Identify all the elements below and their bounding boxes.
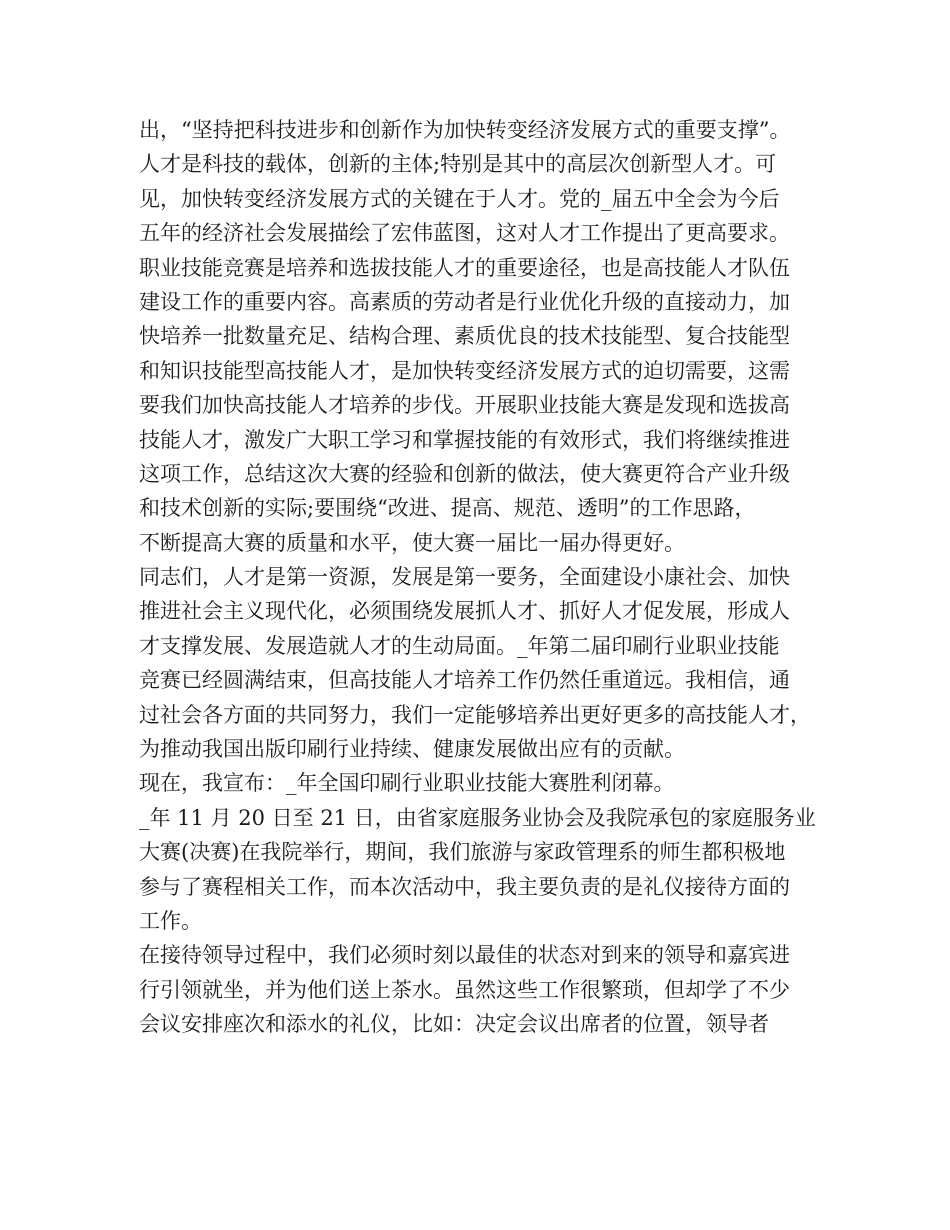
text-line: 才支撑发展、发展造就人才的生动局面。_年第二届印刷行业职业技能 (139, 633, 780, 658)
text-line: 建设工作的重要内容。高素质的劳动者是行业优化升级的直接动力，加 (139, 289, 790, 314)
text-line: 出，“坚持把科技进步和创新作为加快转变经济发展方式的重要支撑”。 (139, 118, 791, 142)
text-line: 推进社会主义现代化，必须围绕发展抓人才、抓好人才促发展，形成人 (139, 599, 790, 624)
text-line: 人才是科技的载体，创新的主体;特别是其中的高层次创新型人才。可 (139, 152, 777, 177)
text-line: 不断提高大赛的质量和水平，使大赛一届比一届办得更好。 (139, 530, 685, 555)
text-line: 大赛(决赛)在我院举行，期间，我们旅游与家政管理系的师生都积极地 (139, 840, 786, 865)
text-line: 五年的经济社会发展描绘了宏伟蓝图，这对人才工作提出了更高要求。 (139, 221, 790, 246)
text-line: 竞赛已经圆满结束，但高技能人才培养工作仍然任重道远。我相信，通 (139, 668, 790, 693)
text-line: 见，加快转变经济发展方式的关键在于人才。党的_届五中全会为今后 (139, 186, 780, 211)
text-line: 快培养一批数量充足、结构合理、素质优良的技术技能型、复合技能型 (139, 324, 790, 349)
text-line: 现在，我宣布：_年全国印刷行业职业技能大赛胜利闭幕。 (139, 771, 675, 796)
text-line: 过社会各方面的共同努力，我们一定能够培养出更好更多的高技能人才， (139, 702, 811, 727)
text-line: 行引领就坐，并为他们送上茶水。虽然这些工作很繁琐，但却学了不少 (139, 977, 790, 1002)
text-line: 工作。 (139, 908, 202, 933)
text-line: 参与了赛程相关工作，而本次活动中，我主要负责的是礼仪接待方面的 (139, 874, 790, 899)
text-line: 职业技能竞赛是培养和选拔技能人才的重要途径，也是高技能人才队伍 (139, 255, 790, 280)
text-line: 同志们，人才是第一资源，发展是第一要务，全面建设小康社会、加快 (139, 565, 790, 590)
text-line: _年 11 月 20 日至 21 日，由省家庭服务业协会及我院承包的家庭服务业 (139, 805, 816, 830)
text-line: 和技术创新的实际;要围绕“改进、提高、规范、透明”的工作思路， (139, 496, 756, 521)
text-line: 在接待领导过程中，我们必须时刻以最佳的状态对到来的领导和嘉宾进 (139, 943, 790, 968)
text-line: 要我们加快高技能人才培养的步伐。开展职业技能大赛是发现和选拔高 (139, 393, 790, 418)
text-line: 为推动我国出版印刷行业持续、健康发展做出应有的贡献。 (139, 737, 685, 762)
text-line: 技能人才，激发广大职工学习和掌握技能的有效形式，我们将继续推进 (139, 427, 790, 452)
text-line: 和知识技能型高技能人才，是加快转变经济发展方式的迫切需要，这需 (139, 358, 790, 383)
text-line: 会议安排座次和添水的礼仪，比如：决定会议出席者的位置，领导者 (139, 1012, 769, 1037)
document-body (139, 113, 839, 1042)
text-line: 这项工作，总结这次大赛的经验和创新的做法，使大赛更符合产业升级 (139, 461, 790, 486)
